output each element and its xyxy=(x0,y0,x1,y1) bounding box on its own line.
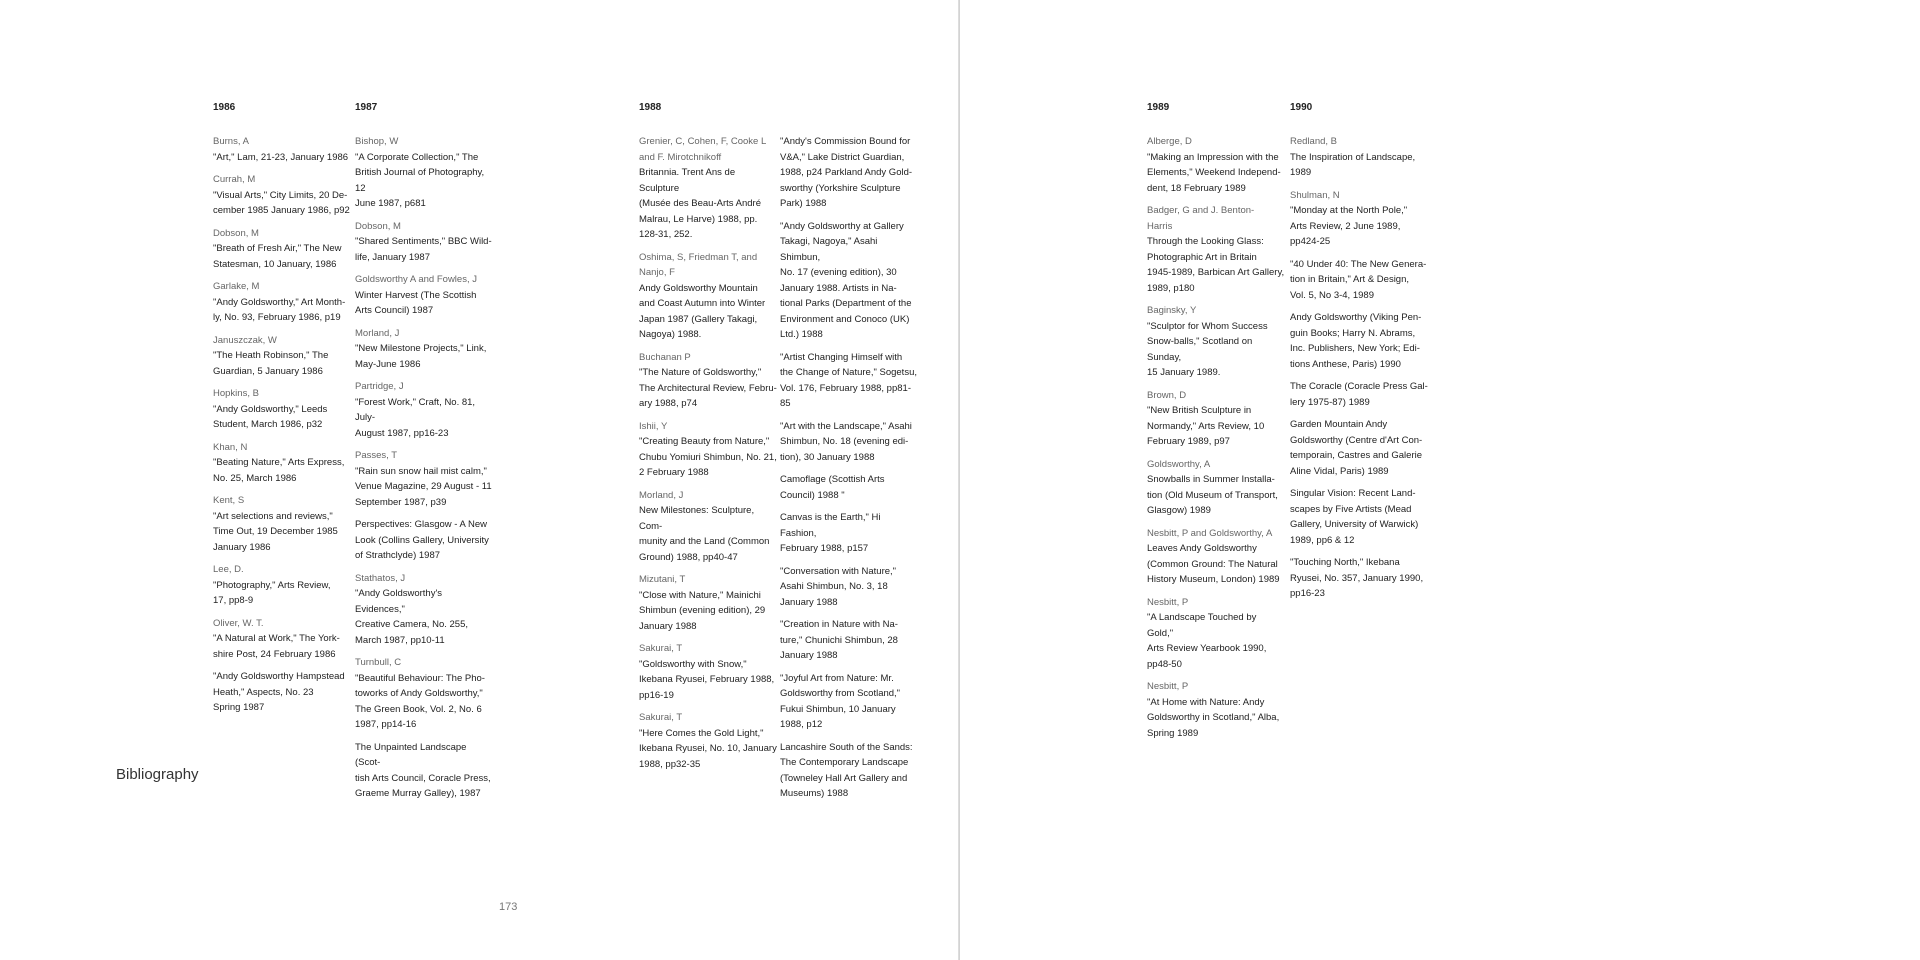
entry-author: Sakurai, T xyxy=(639,643,683,654)
section-label: Bibliography xyxy=(116,766,199,783)
bibliography-entry xyxy=(639,572,777,634)
entry-citation: "Rain sun snow hail mist calm," Venue Magazine, 29 August - 11 September 1987, p39 xyxy=(355,465,492,508)
bibliography-entry xyxy=(780,350,918,412)
entry-citation: "Art with the Landscape," Asahi Shimbun, No. 18 (evening edi- tion), 30 January 1988 xyxy=(780,420,912,463)
bibliography-entry xyxy=(1290,310,1428,372)
bibliography-entry xyxy=(1147,388,1285,450)
entry-citation: "At Home with Nature: Andy Goldsworthy in Scotland," Alba, Spring 1989 xyxy=(1147,696,1280,739)
entry-citation: "Forest Work," Craft, No. 81, July- August 1987, pp16-23 xyxy=(355,396,476,439)
bibliography-entry xyxy=(1290,379,1428,410)
entry-citation: Andy Goldsworthy (Viking Pen- guin Books; Harry N. Abrams, Inc. Publishers, New York; Edi- tions Anthese, Paris) 1990 xyxy=(1290,312,1422,370)
entry-author: Dobson, M xyxy=(213,227,259,239)
entry-citation: "Creation in Nature with Na- ture," Chunichi Shimbun, 28 January 1988 xyxy=(780,619,898,661)
bibliography-entry xyxy=(780,617,918,664)
entry-citation: "Sculptor for Whom Success Snow-balls," Scotland on Sunday, 15 January 1989. xyxy=(1147,320,1268,378)
year-heading: 1986 xyxy=(213,102,236,113)
bibliography-entry xyxy=(355,272,493,319)
year-heading: 1988 xyxy=(639,102,662,113)
bibliography-entry xyxy=(213,493,351,555)
entry-citation: "Monday at the North Pole," Arts Review, 2 June 1989, pp424-25 xyxy=(1290,205,1408,247)
bibliography-entry xyxy=(213,669,351,716)
entry-author: Passes, T xyxy=(355,450,398,461)
entry-author: Kent, S xyxy=(213,495,245,506)
entry-author: Mizutani, T xyxy=(639,574,686,585)
bibliography-entry xyxy=(213,172,351,219)
entry-citation: "Photography," Arts Review, 17, pp8-9 xyxy=(213,579,331,606)
entry-author: Alberge, D xyxy=(1147,136,1192,147)
entry-author: Morland, J xyxy=(355,327,400,339)
entry-author: Morland, J xyxy=(639,489,684,501)
entry-author: Nesbitt, P xyxy=(1147,681,1189,692)
bibliography-entry xyxy=(1290,555,1428,602)
entry-citation: "Andy's Commission Bound for V&A," Lake District Guardian, 1988, p24 Parkland Andy Gold- sworthy (Yorkshire Sculpture Park) 1988 xyxy=(780,136,913,209)
entry-author: Buchanan P xyxy=(639,351,691,363)
entry-author: Dobson, M xyxy=(355,220,401,232)
entry-author: Grenier, C, Cohen, F, Cooke L and F. Mirotchnikoff xyxy=(639,136,767,163)
column-1988-continued xyxy=(780,100,918,809)
entry-citation: "Andy Goldsworthy's Evidences," Creative Camera, No. 255, March 1987, pp10-11 xyxy=(355,588,468,646)
entry-citation: "Andy Goldsworthy Hampstead Heath," Aspects, No. 23 Spring 1987 xyxy=(213,671,345,713)
entry-citation: Perspectives: Glasgow - A New Look (Collins Gallery, University of Strathclyde) 1987 xyxy=(355,519,489,561)
bibliography-entry xyxy=(213,616,351,663)
year-heading xyxy=(780,100,918,115)
entry-citation: "Here Comes the Gold Light," Ikebana Ryusei, No. 10, January 1988, pp32-35 xyxy=(639,727,777,770)
year-heading: 1987 xyxy=(355,102,378,113)
entry-author: Currah, M xyxy=(213,174,256,185)
bibliography-entry xyxy=(1147,526,1285,588)
column-1986 xyxy=(213,100,351,723)
entry-author: Goldsworthy, A xyxy=(1147,458,1211,470)
bibliography-entry xyxy=(1147,203,1285,296)
entry-citation: Andy Goldsworthy Mountain and Coast Autumn into Winter Japan 1987 (Gallery Takagi, Nagoya) 1988. xyxy=(639,282,766,340)
bibliography-entry xyxy=(355,219,493,266)
bibliography-entry xyxy=(355,326,493,373)
entry-citation: Canvas is the Earth," Hi Fashion, February 1988, p157 xyxy=(780,512,881,554)
entry-citation: Snowballs in Summer Installa- tion (Old Museum of Transport, Glasgow) 1989 xyxy=(1147,474,1278,516)
entry-author: Oshima, S, Friedman T, and Nanjo, F xyxy=(639,251,758,278)
bibliography-entry xyxy=(1290,257,1428,304)
entry-citation: The Inspiration of Landscape, 1989 xyxy=(1290,151,1416,178)
entry-citation: "Artist Changing Himself with the Change of Nature," Sogetsu, Vol. 176, February 1988, pp81-85 xyxy=(780,351,917,409)
entry-citation: "New Milestone Projects," Link, May-June 1986 xyxy=(355,343,487,370)
entry-author: Stathatos, J xyxy=(355,572,406,584)
entry-citation: "Close with Nature," Mainichi Shimbun (evening edition), 29 January 1988 xyxy=(639,589,766,632)
entry-citation: "Art," Lam, 21-23, January 1986 xyxy=(213,151,349,163)
bibliography-entry xyxy=(213,440,351,487)
entry-author: Badger, G and J. Benton- Harris xyxy=(1147,205,1255,232)
bibliography-entry xyxy=(780,671,918,733)
bibliography-entry xyxy=(639,250,777,343)
year-heading: 1989 xyxy=(1147,102,1170,113)
entry-author: Sakurai, T xyxy=(639,712,683,723)
entry-citation: "40 Under 40: The New Genera- tion in Britain," Art & Design, Vol. 5, No 3-4, 1989 xyxy=(1290,258,1427,301)
bibliography-entry xyxy=(213,279,351,326)
entry-citation: "Goldsworthy with Snow," Ikebana Ryusei, February 1988, pp16-19 xyxy=(639,658,775,701)
entry-author: Hopkins, B xyxy=(213,388,259,399)
page-number: 173 xyxy=(499,901,518,913)
bibliography-entry xyxy=(780,219,918,343)
bibliography-entry xyxy=(1290,134,1428,181)
entry-citation: Through the Looking Glass: Photographic Art in Britain 1945-1989, Barbican Art Gallery, 1989, p180 xyxy=(1147,236,1285,294)
bibliography-entry xyxy=(1290,417,1428,479)
entry-citation: "Breath of Fresh Air," The New Statesman, 10 January, 1986 xyxy=(213,243,342,270)
entry-author: Goldsworthy A and Fowles, J xyxy=(355,274,477,285)
entry-citation: "A Corporate Collection," The British Journal of Photography, 12 June 1987, p681 xyxy=(355,151,485,209)
entry-author: Nesbitt, P and Goldsworthy, A xyxy=(1147,527,1273,539)
bibliography-entry xyxy=(1147,595,1285,673)
entry-author: Brown, D xyxy=(1147,389,1187,401)
entry-citation: "The Nature of Goldsworthy," The Architectural Review, Febru- ary 1988, p74 xyxy=(639,367,777,409)
entry-citation: "New British Sculpture in Normandy," Arts Review, 10 February 1989, p97 xyxy=(1147,405,1265,447)
entry-author: Januszczak, W xyxy=(213,334,277,346)
bibliography-entry xyxy=(639,350,777,412)
entry-author: Garlake, M xyxy=(213,281,260,292)
entry-citation: "Andy Goldsworthy at Gallery Takagi, Nagoya," Asahi Shimbun, No. 17 (evening edition), 30 January 1988. Artists in Na- tional Parks (Department of the Environment and Conoco (UK) Ltd.) 1988 xyxy=(780,220,912,340)
bibliography-entry xyxy=(780,472,918,503)
entry-citation: "Joyful Art from Nature: Mr. Goldsworthy from Scotland," Fukui Shimbun, 10 January 1988, p12 xyxy=(780,672,901,730)
bibliography-entry xyxy=(213,386,351,433)
bibliography-entry xyxy=(1147,134,1285,196)
column-1987 xyxy=(355,100,493,809)
entry-author: Partridge, J xyxy=(355,381,404,392)
entry-citation: The Coracle (Coracle Press Gal- lery 1975-87) 1989 xyxy=(1290,381,1428,408)
entry-citation: "A Landscape Touched by Gold," Arts Review Yearbook 1990, pp48-50 xyxy=(1147,612,1267,670)
bibliography-entry xyxy=(1147,679,1285,741)
bibliography-entry xyxy=(780,510,918,557)
bibliography-entry xyxy=(639,710,777,772)
right-page xyxy=(960,0,1920,960)
bibliography-entry xyxy=(355,517,493,564)
entry-citation: "A Natural at Work," The York- shire Post, 24 February 1986 xyxy=(213,633,340,660)
bibliography-entry xyxy=(639,641,777,703)
column-1990 xyxy=(1290,100,1428,609)
entry-author: Khan, N xyxy=(213,441,248,453)
bibliography-entry xyxy=(780,740,918,802)
bibliography-entry xyxy=(355,655,493,733)
bibliography-entry xyxy=(213,134,351,165)
entry-author: Lee, D. xyxy=(213,564,244,575)
year-heading: 1990 xyxy=(1290,102,1313,113)
entry-citation: "Making an Impression with the Elements," Weekend Independ- dent, 18 February 1989 xyxy=(1147,151,1281,194)
entry-citation: Winter Harvest (The Scottish Arts Council) 1987 xyxy=(355,289,477,316)
column-1989 xyxy=(1147,100,1285,748)
entry-citation: The Unpainted Landscape (Scot- tish Arts Council, Coracle Press, Graeme Murray Galley), 1987 xyxy=(355,741,491,799)
entry-author: Ishii, Y xyxy=(639,420,668,432)
entry-citation: "The Heath Robinson," The Guardian, 5 January 1986 xyxy=(213,350,329,377)
bibliography-entry xyxy=(639,419,777,481)
entry-citation: Leaves Andy Goldsworthy (Common Ground: The Natural History Museum, London) 1989 xyxy=(1147,543,1280,585)
entry-citation: Singular Vision: Recent Land- scapes by Five Artists (Mead Gallery, University of Warwick) 1989, pp6 & 12 xyxy=(1290,488,1419,546)
bibliography-entry xyxy=(780,134,918,212)
entry-citation: New Milestones: Sculpture, Com- munity and the Land (Common Ground) 1988, pp40-47 xyxy=(639,505,770,563)
bibliography-entry xyxy=(780,564,918,611)
bibliography-entry xyxy=(1147,303,1285,381)
bibliography-entry xyxy=(1290,486,1428,548)
bibliography-entry xyxy=(1290,188,1428,250)
bibliography-entry xyxy=(213,226,351,273)
entry-author: Shulman, N xyxy=(1290,189,1340,201)
entry-citation: "Beating Nature," Arts Express, No. 25, March 1986 xyxy=(213,457,345,484)
entry-citation: Lancashire South of the Sands: The Contemporary Landscape (Towneley Hall Art Gallery and Museums) 1988 xyxy=(780,741,913,799)
entry-author: Baginsky, Y xyxy=(1147,305,1197,316)
entry-citation: "Art selections and reviews," Time Out, 19 December 1985 January 1986 xyxy=(213,510,338,553)
entry-author: Bishop, W xyxy=(355,136,399,147)
bibliography-entry xyxy=(1147,457,1285,519)
entry-author: Nesbitt, P xyxy=(1147,596,1189,608)
bibliography-entry xyxy=(355,448,493,510)
bibliography-entry xyxy=(780,419,918,466)
bibliography-entry xyxy=(355,571,493,649)
bibliography-entry xyxy=(213,562,351,609)
bibliography-entry xyxy=(355,379,493,441)
bibliography-entry xyxy=(639,488,777,566)
entry-citation: Garden Mountain Andy Goldsworthy (Centre d'Art Con- temporain, Castres and Galerie Aline Vidal, Paris) 1989 xyxy=(1290,419,1423,477)
entry-citation: "Andy Goldsworthy," Art Month- ly, No. 93, February 1986, p19 xyxy=(213,296,346,323)
entry-author: Burns, A xyxy=(213,136,249,147)
entry-citation: "Conversation with Nature," Asahi Shimbun, No. 3, 18 January 1988 xyxy=(780,565,897,608)
bibliography-entry xyxy=(355,134,493,212)
column-1988 xyxy=(639,100,777,779)
entry-author: Redland, B xyxy=(1290,136,1338,147)
bibliography-entry xyxy=(639,134,777,243)
entry-citation: "Touching North," Ikebana Ryusei, No. 357, January 1990, pp16-23 xyxy=(1290,557,1424,599)
entry-citation: "Shared Sentiments," BBC Wild- life, January 1987 xyxy=(355,236,492,263)
entry-citation: "Andy Goldsworthy," Leeds Student, March 1986, p32 xyxy=(213,403,328,430)
bibliography-entry xyxy=(213,333,351,380)
entry-citation: "Beautiful Behaviour: The Pho- toworks of Andy Goldsworthy," The Green Book, Vol. 2, No. 6 1987, pp14-16 xyxy=(355,672,485,730)
entry-citation: Camoflage (Scottish Arts Council) 1988 " xyxy=(780,474,885,501)
bibliography-entry xyxy=(355,740,493,802)
entry-author: Turnbull, C xyxy=(355,657,402,668)
entry-author: Oliver, W. T. xyxy=(213,617,264,629)
entry-citation: "Creating Beauty from Nature," Chubu Yomiuri Shimbun, No. 21, 2 February 1988 xyxy=(639,436,777,478)
entry-citation: Britannia. Trent Ans de Sculpture (Musée des Beau-Arts André Malrau, Le Harve) 1988, pp. 128-31, 252. xyxy=(639,167,761,240)
entry-citation: "Visual Arts," City Limits, 20 De- cember 1985 January 1986, p92 xyxy=(213,189,350,216)
